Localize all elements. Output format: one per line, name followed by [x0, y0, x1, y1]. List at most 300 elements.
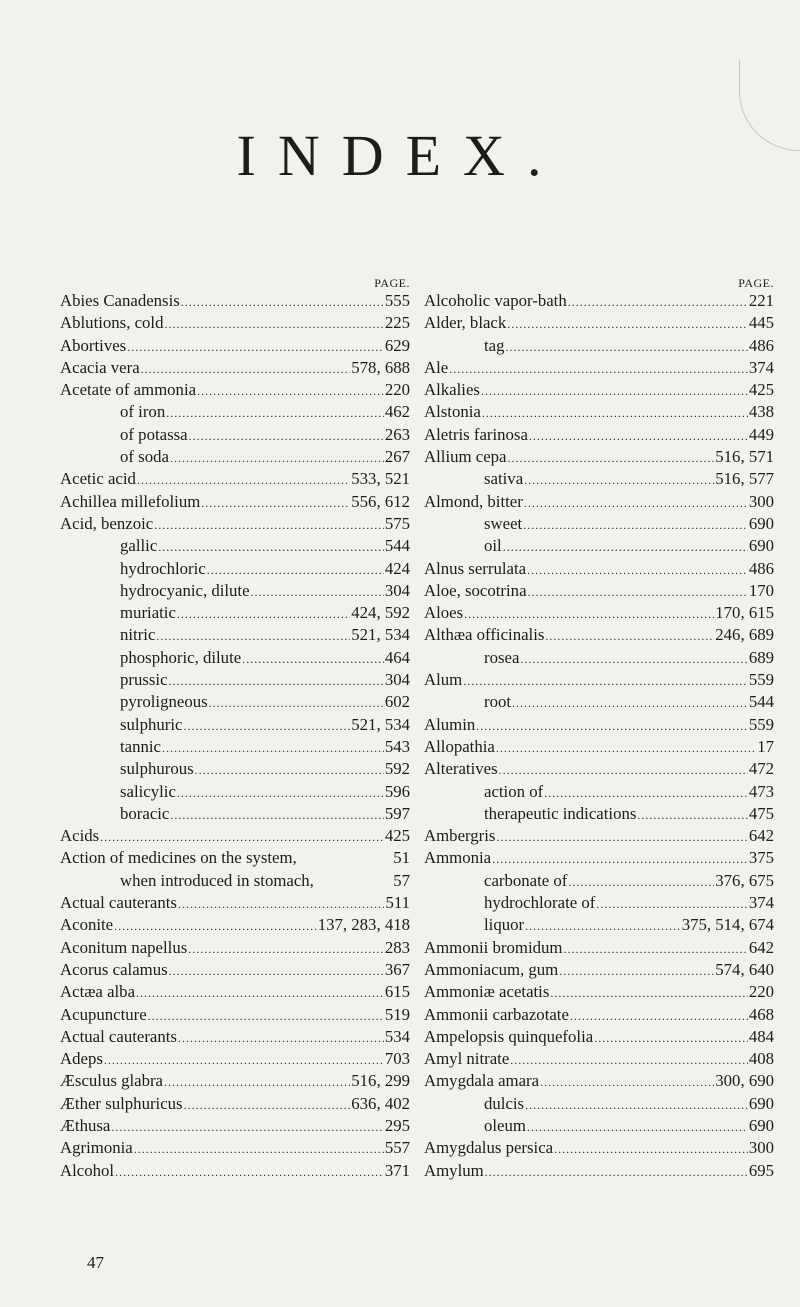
dot-leader [188, 938, 384, 960]
index-entry [60, 580, 410, 602]
index-entry [424, 424, 774, 446]
entry-page-ref: 300, 690 [715, 1071, 774, 1091]
entry-page-ref: 521, 534 [351, 625, 410, 645]
entry-term: Actæa alba [60, 982, 136, 1002]
entry-page-ref: 408 [748, 1049, 774, 1069]
dot-leader [496, 826, 747, 848]
entry-page-ref: 375 [748, 848, 774, 868]
dot-leader [156, 625, 350, 647]
entry-page-ref: 376, 675 [715, 870, 774, 890]
index-entry [424, 959, 774, 981]
dot-leader [148, 1005, 384, 1027]
index-entry [60, 758, 410, 780]
index-entry [424, 624, 774, 646]
dot-leader [496, 737, 756, 759]
index-entry [60, 602, 410, 624]
index-entry [60, 468, 410, 490]
entry-page-ref: 597 [384, 803, 410, 823]
dot-leader [115, 1161, 384, 1183]
dot-leader [563, 938, 747, 960]
index-entry [424, 491, 774, 513]
entry-page-ref: 690 [748, 1093, 774, 1113]
entry-page-ref: 544 [748, 692, 774, 712]
index-entry [60, 914, 410, 936]
index-entry [424, 647, 774, 669]
entry-page-ref: 300 [748, 491, 774, 511]
index-entry [60, 624, 410, 646]
entry-term: Abies Canadensis [60, 291, 180, 310]
index-entry [60, 959, 410, 981]
index-entry [424, 803, 774, 825]
page-column-header: PAGE. [738, 276, 774, 290]
entry-page-ref: 304 [384, 670, 410, 690]
dot-leader [166, 402, 384, 424]
index-entry [424, 870, 774, 892]
dot-leader [201, 492, 350, 514]
entry-page-ref: 425 [384, 826, 410, 846]
entry-term: rosea [484, 647, 520, 667]
entry-page-ref: 246, 689 [715, 625, 774, 645]
dot-leader [485, 1161, 748, 1183]
dot-leader [550, 982, 747, 1004]
entry-term: Alcohol [60, 1160, 115, 1180]
index-entry [424, 1137, 774, 1159]
entry-page-ref: 438 [748, 402, 774, 422]
dot-leader [527, 559, 748, 581]
entry-term: tannic [120, 736, 162, 756]
dot-leader [127, 336, 384, 358]
dot-leader [520, 648, 747, 670]
index-entry [424, 468, 774, 490]
entry-page-ref: 137, 283, 418 [317, 915, 410, 935]
index-entry [60, 892, 410, 914]
index-entry [60, 446, 410, 468]
entry-term: Acacia vera [60, 357, 140, 377]
entry-term: sweet [484, 513, 523, 533]
entry-term: Aconitum napellus [60, 937, 188, 957]
entry-page-ref: 521, 534 [351, 714, 410, 734]
entry-term: Agrimonia [60, 1138, 133, 1158]
entry-term: Alder, black [424, 313, 507, 333]
index-entry [60, 847, 410, 869]
dot-leader [568, 871, 714, 893]
dot-leader [559, 960, 714, 982]
dot-leader [136, 982, 384, 1004]
index-entry [60, 1070, 410, 1092]
entry-term: Ale [424, 357, 449, 377]
index-entry [60, 981, 410, 1003]
entry-term: Althæa officinalis [424, 625, 545, 645]
entry-term: Almond, bitter [424, 491, 523, 511]
entry-term: Acids [60, 826, 100, 846]
entry-term: hydrochlorate of [484, 893, 596, 913]
dot-leader [463, 670, 748, 692]
entry-page-ref: 283 [384, 937, 410, 957]
entry-term: Acid, benzoic [60, 513, 154, 533]
entry-term: salicylic [120, 781, 176, 801]
entry-term: Ammonii carbazotate [424, 1004, 569, 1024]
dot-leader [527, 1116, 748, 1138]
entry-term: Actual cauterants [60, 893, 177, 913]
index-entry [60, 1115, 410, 1137]
index-entry [60, 1137, 410, 1159]
entry-term: Aletris farinosa [424, 424, 528, 444]
dot-leader [492, 848, 748, 870]
entry-term: Adeps [60, 1049, 103, 1069]
dot-leader [164, 1071, 350, 1093]
entry-page-ref: 220 [748, 982, 774, 1002]
entry-term: Alum [424, 670, 463, 690]
entry-term: Æthusa [60, 1115, 111, 1135]
index-entry [424, 312, 774, 334]
dot-leader [207, 559, 384, 581]
dot-leader [162, 737, 384, 759]
dot-leader [169, 960, 384, 982]
index-entry [424, 535, 774, 557]
entry-page-ref: 689 [748, 647, 774, 667]
entry-page-ref: 51 [393, 848, 410, 868]
index-entry [60, 379, 410, 401]
entry-term: Alkalies [424, 380, 480, 400]
entry-term: Amyl nitrate [424, 1049, 510, 1069]
entry-page-ref: 371 [384, 1160, 410, 1180]
entry-page-ref: 636, 402 [351, 1093, 410, 1113]
entry-page-ref: 578, 688 [351, 357, 410, 377]
dot-leader [482, 402, 748, 424]
index-entry [424, 1004, 774, 1026]
entry-page-ref: 602 [384, 692, 410, 712]
entry-term: Actual cauterants [60, 1026, 177, 1046]
index-entry [60, 290, 410, 312]
entry-page-ref: 425 [748, 380, 774, 400]
entry-page-ref: 475 [748, 803, 774, 823]
entry-page-ref: 629 [384, 335, 410, 355]
dot-leader [178, 1027, 384, 1049]
entry-term: sulphuric [120, 714, 183, 734]
entry-term: Æther sulphuricus [60, 1093, 183, 1113]
entry-page-ref: 263 [384, 424, 410, 444]
dot-leader [137, 469, 350, 491]
index-entry [424, 446, 774, 468]
entry-term: of soda [120, 447, 169, 467]
entry-term: Aconite [60, 915, 114, 935]
entry-page-ref: 642 [748, 826, 774, 846]
dot-leader [170, 447, 384, 469]
entry-page-ref: 486 [748, 558, 774, 578]
entry-page-ref: 559 [748, 714, 774, 734]
entry-term: Acetic acid [60, 469, 136, 489]
entry-page-ref: 374 [748, 357, 774, 377]
entry-term: Amygdalus persica [424, 1138, 554, 1158]
entry-page-ref: 543 [384, 736, 410, 756]
entry-term: Ammoniæ acetatis [424, 982, 550, 1002]
entry-page-ref: 57 [393, 870, 410, 890]
dot-leader [209, 692, 384, 714]
dot-leader [158, 536, 384, 558]
index-entry [424, 691, 774, 713]
dot-leader [164, 313, 383, 335]
entry-page-ref: 519 [384, 1004, 410, 1024]
dot-leader [540, 1071, 714, 1093]
entry-page-ref: 615 [384, 982, 410, 1002]
dot-leader [525, 1094, 748, 1116]
index-entry [424, 401, 774, 423]
dot-leader [154, 514, 384, 536]
dot-leader [111, 1116, 383, 1138]
entry-page-ref: 690 [748, 513, 774, 533]
index-entry [424, 580, 774, 602]
dot-leader [178, 893, 384, 915]
entry-term: sulphurous [120, 759, 194, 779]
dot-leader [596, 893, 747, 915]
dot-leader [141, 358, 351, 380]
index-entry [424, 1026, 774, 1048]
index-entry [60, 1004, 410, 1026]
entry-term: Acupuncture [60, 1004, 147, 1024]
index-entry [424, 669, 774, 691]
index-entry [60, 781, 410, 803]
entry-page-ref: 486 [748, 335, 774, 355]
index-entry [424, 513, 774, 535]
index-entry [424, 1093, 774, 1115]
index-entry [60, 1093, 410, 1115]
entry-page-ref: 516, 571 [715, 447, 774, 467]
entry-term: of iron [120, 402, 166, 422]
dot-leader [184, 1094, 351, 1116]
entry-page-ref: 295 [384, 1115, 410, 1135]
dot-leader [181, 291, 384, 313]
dot-leader [545, 625, 714, 647]
dot-leader [251, 581, 384, 603]
entry-page-ref: 556, 612 [351, 491, 410, 511]
dot-leader [170, 804, 383, 826]
entry-page-ref: 374 [748, 893, 774, 913]
entry-page-ref: 555 [384, 291, 410, 310]
entry-term: hydrochloric [120, 558, 206, 578]
index-entry [60, 870, 410, 892]
entry-term: Ammonia [424, 848, 492, 868]
entry-term: tag [484, 335, 505, 355]
index-entry [424, 758, 774, 780]
dot-leader [134, 1138, 384, 1160]
index-entry [60, 535, 410, 557]
entry-term: Acorus calamus [60, 959, 168, 979]
dot-leader [464, 603, 714, 625]
dot-leader [524, 469, 714, 491]
index-entry [60, 691, 410, 713]
entry-term: Alcoholic vapor-bath [424, 291, 567, 310]
dot-leader [594, 1027, 748, 1049]
dot-leader [104, 1049, 384, 1071]
entry-term: Ampelopsis quinquefolia [424, 1026, 594, 1046]
index-entry [60, 1048, 410, 1070]
dot-leader [506, 336, 748, 358]
index-entry [60, 335, 410, 357]
page-column-header: PAGE. [374, 276, 410, 290]
left-entry-list [60, 290, 410, 1182]
index-entry [60, 825, 410, 847]
dot-leader [637, 804, 747, 826]
dot-leader [169, 670, 384, 692]
dot-leader [242, 648, 384, 670]
entry-term: Abortives [60, 335, 127, 355]
entry-term: Action of medicines on the system, [60, 848, 297, 868]
entry-term: phosphoric, dilute [120, 647, 242, 667]
page-title: INDEX. [236, 123, 564, 188]
dot-leader [503, 536, 748, 558]
entry-term: Ambergris [424, 826, 496, 846]
entry-term: sativa [484, 469, 524, 489]
dot-leader [568, 291, 748, 313]
entry-term: Alteratives [424, 759, 498, 779]
entry-page-ref: 516, 299 [351, 1071, 410, 1091]
entry-page-ref: 690 [748, 536, 774, 556]
entry-page-ref: 544 [384, 536, 410, 556]
entry-page-ref: 170 [748, 580, 774, 600]
index-entry [424, 1115, 774, 1137]
entry-page-ref: 300 [748, 1138, 774, 1158]
entry-term: pyroligneous [120, 692, 208, 712]
index-entry [60, 513, 410, 535]
index-entry [424, 714, 774, 736]
entry-term: Allopathia [424, 736, 495, 756]
dot-leader [476, 715, 748, 737]
index-entry [60, 491, 410, 513]
index-entry [60, 357, 410, 379]
dot-leader [177, 603, 350, 625]
entry-term: when introduced in stomach, [120, 870, 314, 890]
entry-page-ref: 559 [748, 670, 774, 690]
right-column [417, 276, 774, 1182]
left-column [60, 276, 417, 1182]
entry-page-ref: 534 [384, 1026, 410, 1046]
entry-term: oil [484, 536, 502, 556]
entry-page-ref: 449 [748, 424, 774, 444]
page-number: 47 [87, 1253, 104, 1272]
index-entry [60, 401, 410, 423]
entry-term: Aloes [424, 603, 464, 623]
index-entry [424, 1048, 774, 1070]
dot-leader [183, 715, 350, 737]
dot-leader [195, 759, 384, 781]
index-entry [424, 290, 774, 312]
entry-page-ref: 468 [748, 1004, 774, 1024]
entry-term: Ammonii bromidum [424, 937, 563, 957]
index-entry [60, 647, 410, 669]
entry-term: Achillea millefolium [60, 491, 201, 511]
index-entry [424, 825, 774, 847]
dot-leader [507, 313, 748, 335]
dot-leader [523, 514, 748, 536]
index-entry [60, 736, 410, 758]
entry-term: Alnus serrulata [424, 558, 527, 578]
entry-term: boracic [120, 803, 170, 823]
entry-page-ref: 170, 615 [715, 603, 774, 623]
index-entry [424, 781, 774, 803]
index-entry [424, 602, 774, 624]
index-entry [60, 312, 410, 334]
dot-leader [528, 581, 748, 603]
index-entry [60, 1026, 410, 1048]
dot-leader [544, 782, 748, 804]
dot-leader [114, 915, 317, 937]
entry-page-ref: 221 [748, 291, 774, 310]
entry-page-ref: 225 [384, 313, 410, 333]
dot-leader [554, 1138, 748, 1160]
index-entry [60, 558, 410, 580]
entry-page-ref: 267 [384, 447, 410, 467]
index-entry [424, 1160, 774, 1182]
dot-leader [177, 782, 384, 804]
entry-term: carbonate of [484, 870, 568, 890]
right-entry-list [424, 290, 774, 1182]
entry-term: Aloe, socotrina [424, 580, 527, 600]
dot-leader [507, 447, 714, 469]
entry-page-ref: 557 [384, 1138, 410, 1158]
index-entry [60, 803, 410, 825]
entry-term: liquor [484, 915, 525, 935]
index-entry [424, 937, 774, 959]
entry-page-ref: 473 [748, 781, 774, 801]
index-entry [424, 847, 774, 869]
dot-leader [525, 915, 681, 937]
index-entry [424, 357, 774, 379]
index-entry [424, 1070, 774, 1092]
entry-page-ref: 516, 577 [715, 469, 774, 489]
index-entry [60, 669, 410, 691]
entry-term: Allium cepa [424, 447, 507, 467]
index-entry [60, 1160, 410, 1182]
entry-page-ref: 690 [748, 1115, 774, 1135]
index-columns [60, 276, 774, 1182]
index-entry [60, 424, 410, 446]
entry-term: therapeutic indications [484, 803, 637, 823]
entry-term: muriatic [120, 603, 176, 623]
index-entry [424, 892, 774, 914]
entry-page-ref: 17 [757, 736, 774, 756]
dot-leader [499, 759, 748, 781]
entry-page-ref: 592 [384, 759, 410, 779]
dot-leader [481, 380, 748, 402]
entry-term: prussic [120, 670, 168, 690]
index-entry [424, 736, 774, 758]
dot-leader [510, 1049, 748, 1071]
entry-page-ref: 596 [384, 781, 410, 801]
entry-term: oleum [484, 1115, 526, 1135]
dot-leader [570, 1005, 748, 1027]
entry-page-ref: 424, 592 [351, 603, 410, 623]
dot-leader [100, 826, 384, 848]
entry-page-ref: 304 [384, 580, 410, 600]
entry-term: Amylum [424, 1160, 484, 1180]
entry-page-ref: 462 [384, 402, 410, 422]
entry-term: gallic [120, 536, 158, 556]
entry-page-ref: 367 [384, 959, 410, 979]
dot-leader [189, 425, 384, 447]
entry-term: root [484, 692, 512, 712]
entry-term: Acetate of ammonia [60, 380, 197, 400]
entry-term: Alstonia [424, 402, 481, 422]
index-entry [424, 558, 774, 580]
entry-page-ref: 703 [384, 1049, 410, 1069]
entry-term: hydrocyanic, dilute [120, 580, 250, 600]
entry-page-ref: 424 [384, 558, 410, 578]
entry-page-ref: 464 [384, 647, 410, 667]
entry-term: of potassa [120, 424, 188, 444]
index-entry [424, 914, 774, 936]
dot-leader [197, 380, 384, 402]
dot-leader [449, 358, 748, 380]
